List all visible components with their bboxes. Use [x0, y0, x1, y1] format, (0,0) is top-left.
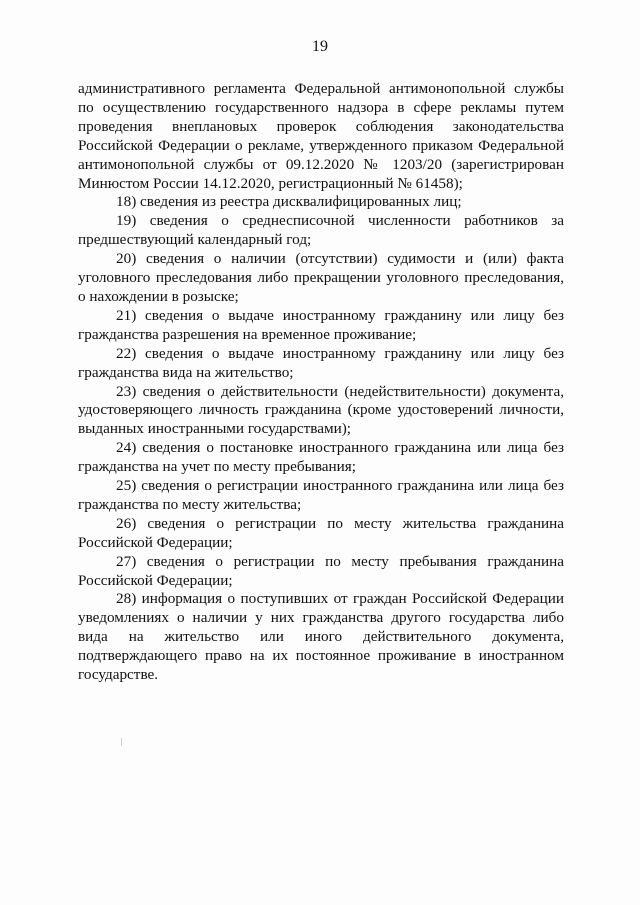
paragraph: 27) сведения о регистрации по месту пребывания гражданина Российской Федерации; [78, 552, 564, 589]
paragraph: 19) сведения о среднесписочной численности работников за предшествующий календарный год; [78, 212, 564, 249]
paragraph: 26) сведения о регистрации по месту жительства гражданина Российской Федерации; [78, 514, 564, 551]
paragraph: 18) сведения из реестра дисквалифицированных лиц; [116, 193, 462, 211]
document-body [78, 80, 564, 685]
scan-artifact [121, 738, 122, 746]
paragraph: 23) сведения о действительности (недействительности) документа, удостоверяющего личность гражданина (кроме удостоверений личности, выданных иностранными государствами); [78, 382, 564, 438]
paragraph: 21) сведения о выдаче иностранному гражданину или лицу без гражданства разрешения на временное проживание; [78, 306, 564, 343]
paragraph: 20) сведения о наличии (отсутствии) судимости и (или) факта уголовного преследования либо прекращении уголовного преследования, о нахождении в розыске; [78, 250, 564, 305]
page-number: 19 [312, 38, 328, 55]
paragraph: административного регламента Федеральной антимонопольной службы по осуществлению государственного надзора в сфере рекламы путем проведения внеплановых проверок соблюдения законодательства Российской Федерации о рекламе, утвержденного приказом Федеральной антимонопольной службы от 09.12.2020 № 1203/20 (зарегистрирован Минюстом России 14.12.2020, регистрационный № 61458); [78, 80, 564, 192]
paragraph: 24) сведения о постановке иностранного гражданина или лица без гражданства на учет по месту пребывания; [78, 439, 564, 476]
paragraph: 25) сведения о регистрации иностранного гражданина или лица без гражданства по месту жительства; [78, 477, 564, 513]
paragraph: 28) информация о поступивших от граждан Российской Федерации уведомлениях о наличии у них гражданства другого государства либо вида на жительство или иного действительного документа, подтверждающего право на их постоянное проживание в иностранном государстве. [78, 590, 564, 684]
paragraph: 22) сведения о выдаче иностранному гражданину или лицу без гражданства вида на жительство; [78, 344, 564, 381]
